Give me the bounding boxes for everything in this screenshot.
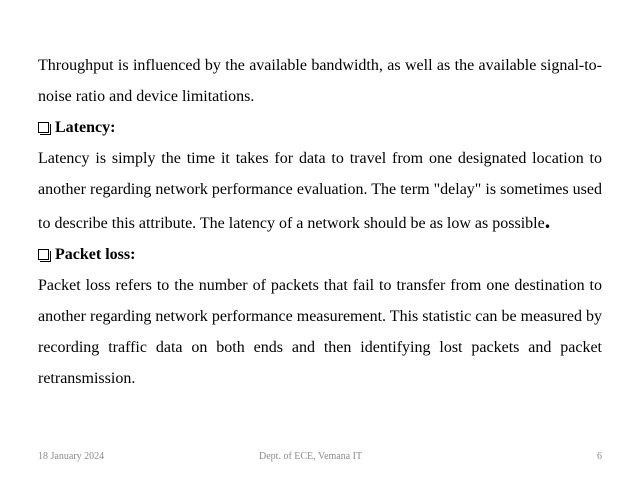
latency-paragraph-text: Latency is simply the time it takes for data to travel from one designated location to another regarding network performance evaluation. The term "delay" is sometimes used to describe this attribute. The latency of a network should be as low as possible xyxy=(38,150,602,232)
packet-loss-paragraph: Packet loss refers to the number of packets that fail to transfer from one destination to another regarding network performance measurement. This statistic can be measured by recording traffic data on both ends and then identifying lost packets and packet retransmission. xyxy=(38,277,602,387)
footer-date: 18 January 2024 xyxy=(38,451,105,462)
checkbox-bullet-icon xyxy=(38,249,49,260)
footer-page-number: 6 xyxy=(597,451,602,462)
footer-department: Dept. of ECE, Vemana IT xyxy=(259,451,363,462)
latency-heading xyxy=(38,112,602,143)
packet-loss-heading xyxy=(38,239,602,270)
latency-heading-label: Latency: xyxy=(55,119,116,136)
slide-footer xyxy=(38,451,602,465)
throughput-paragraph: Throughput is influenced by the available bandwidth, as well as the available signal-to-noise ratio and device limitations. xyxy=(38,57,602,105)
latency-paragraph-period: . xyxy=(544,208,551,233)
packet-loss-heading-label: Packet loss: xyxy=(55,246,136,263)
checkbox-bullet-icon xyxy=(38,122,49,133)
latency-paragraph xyxy=(38,143,602,239)
slide-content xyxy=(38,50,602,394)
